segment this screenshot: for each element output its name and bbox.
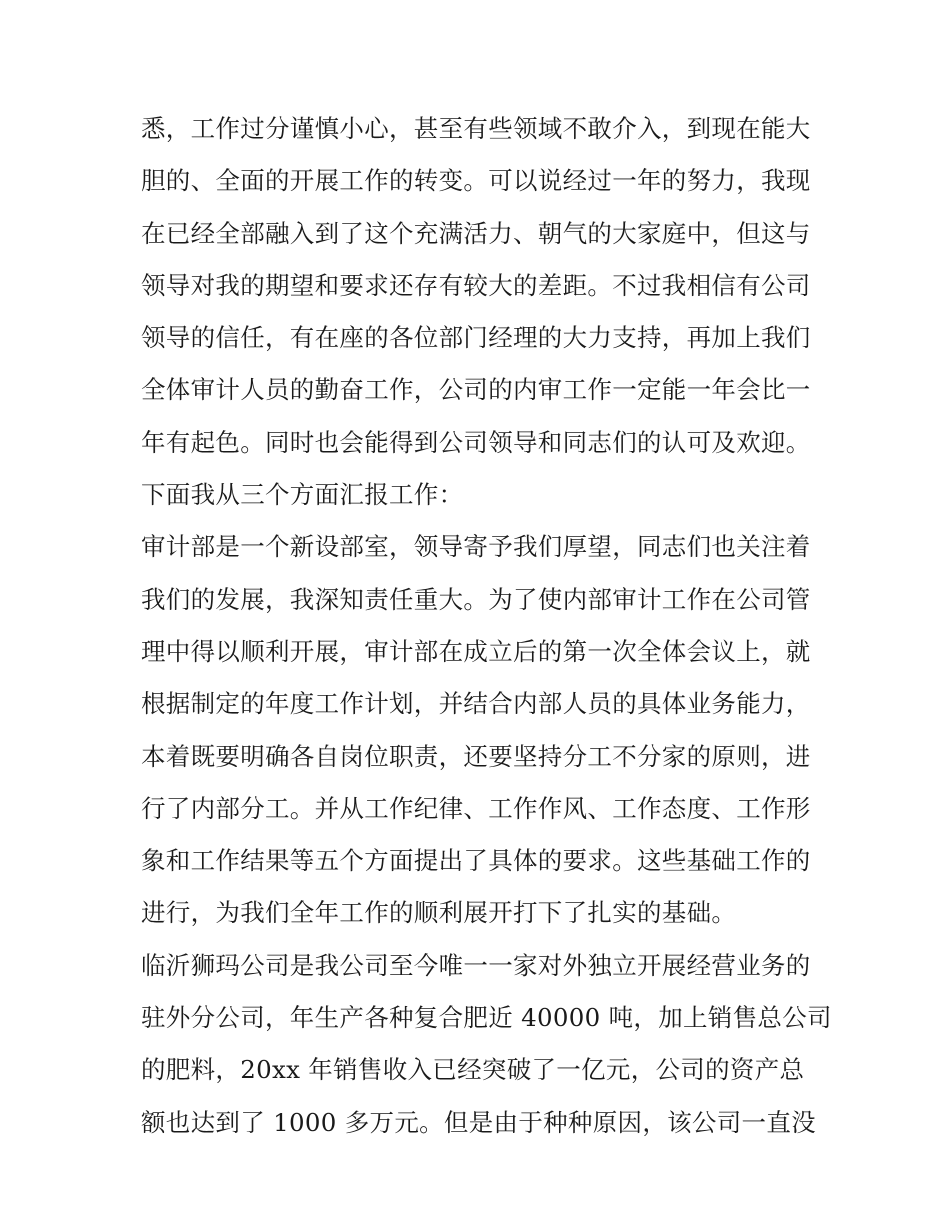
text-line: 临沂狮玛公司是我公司至今唯一一家对外独立开展经营业务的 (141, 950, 811, 980)
text-line: 根据制定的年度工作计划，并结合内部人员的具体业务能力， (141, 689, 811, 719)
text-line: 年有起色。同时也会能得到公司领导和同志们的认可及欢迎。 (141, 427, 811, 457)
text-line: 本着既要明确各自岗位职责，还要坚持分工不分家的原则，进 (141, 741, 811, 771)
text-line: 审计部是一个新设部室，领导寄予我们厚望，同志们也关注着 (141, 532, 811, 562)
text-line: 领导对我的期望和要求还存有较大的差距。不过我相信有公司 (141, 270, 811, 300)
text-line: 额也达到了 1000 多万元。但是由于种种原因，该公司一直没 (141, 1107, 816, 1137)
text-line: 我们的发展，我深知责任重大。为了使内部审计工作在公司管 (141, 584, 811, 614)
text-line: 领导的信任，有在座的各位部门经理的大力支持，再加上我们 (141, 323, 811, 353)
text-line: 的肥料，20xx 年销售收入已经突破了一亿元，公司的资产总 (141, 1055, 805, 1085)
text-line: 全体审计人员的勤奋工作，公司的内审工作一定能一年会比一 (141, 375, 811, 405)
text-line: 驻外分公司，年生产各种复合肥近 40000 吨，加上销售总公司 (141, 1003, 832, 1033)
text-line: 悉，工作过分谨慎小心，甚至有些领域不敢介入，到现在能大 (141, 114, 811, 143)
text-line: 胆的、全面的开展工作的转变。可以说经过一年的努力，我现 (141, 166, 811, 196)
text-line: 行了内部分工。并从工作纪律、工作作风、工作态度、工作形 (141, 793, 811, 823)
text-line: 在已经全部融入到了这个充满活力、朝气的大家庭中，但这与 (141, 218, 811, 248)
document-body (141, 109, 832, 1155)
text-line: 理中得以顺利开展，审计部在成立后的第一次全体会议上，就 (141, 636, 811, 666)
text-line: 下面我从三个方面汇报工作： (141, 480, 464, 510)
text-line: 象和工作结果等五个方面提出了具体的要求。这些基础工作的 (141, 846, 811, 876)
text-line: 进行，为我们全年工作的顺利展开打下了扎实的基础。 (141, 898, 737, 928)
